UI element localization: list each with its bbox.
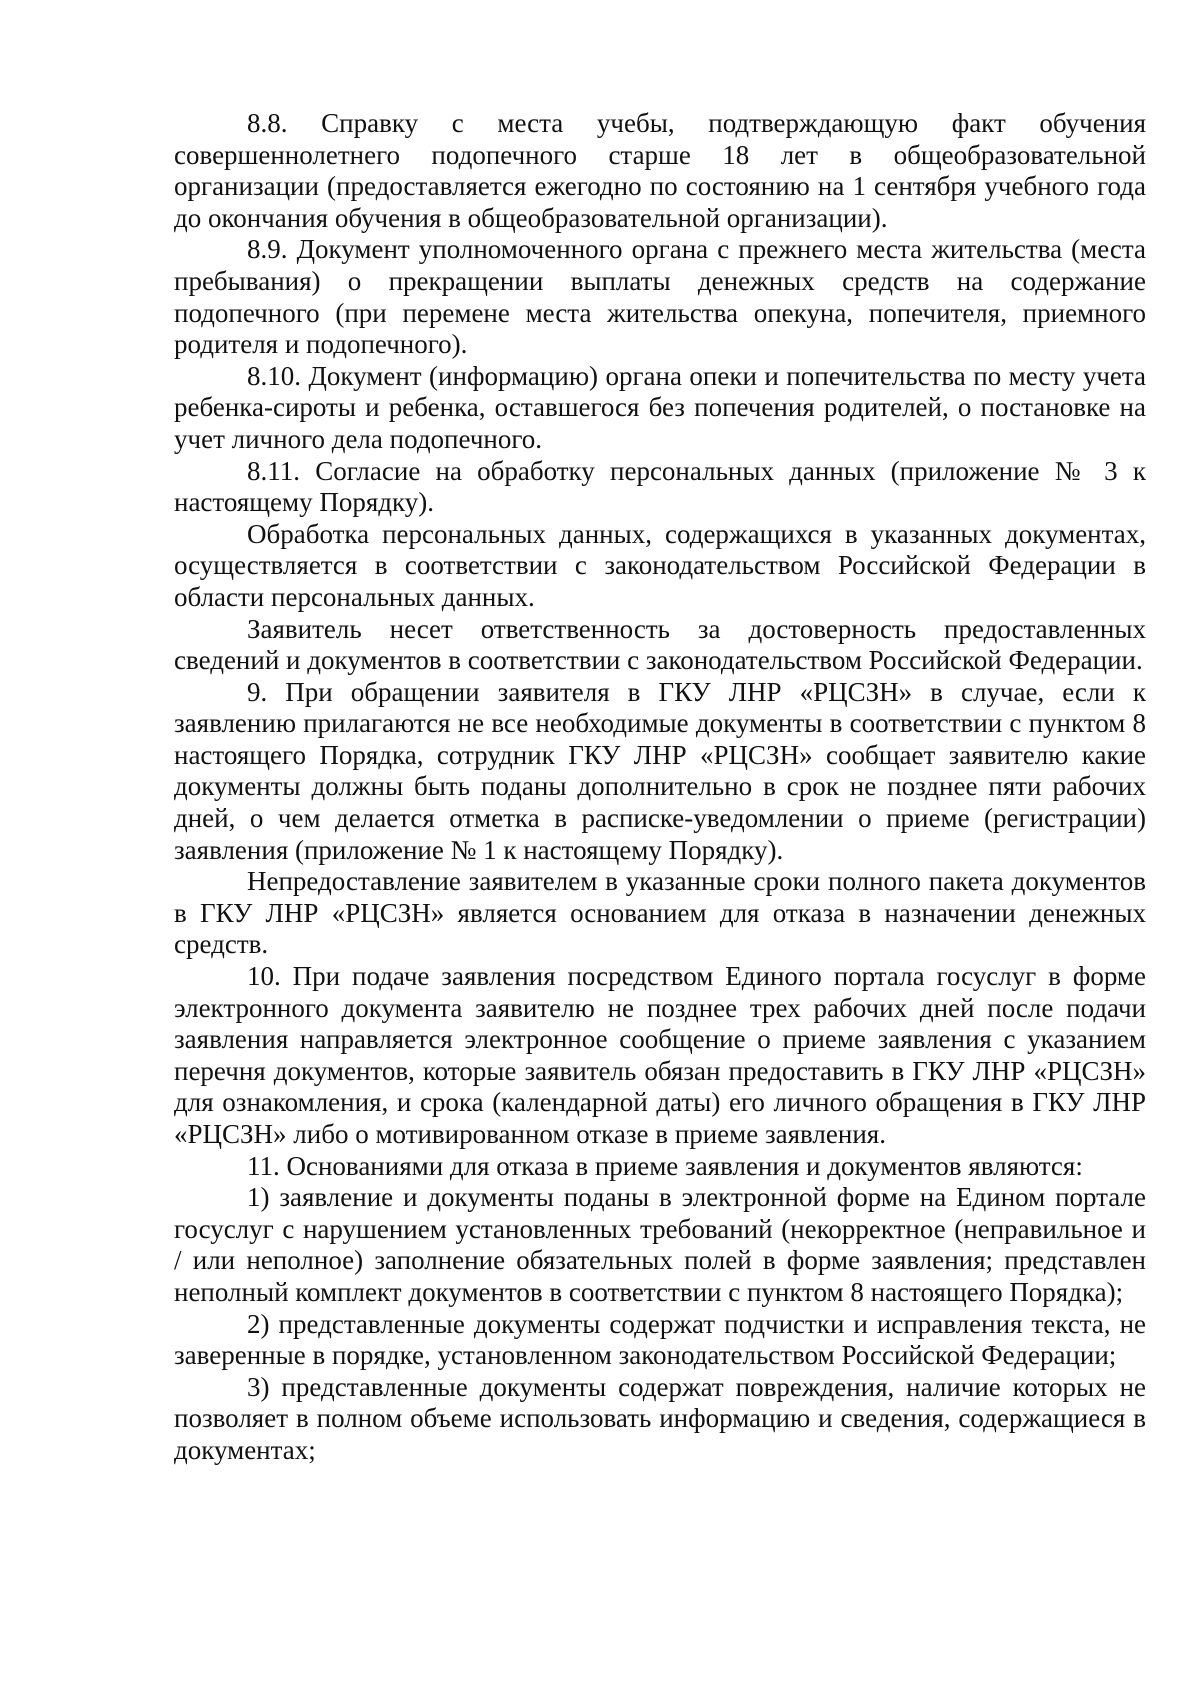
paragraph-8-8: 8.8. Справку с места учебы, подтверждающую факт обучения совершеннолетнего подопечного старше 18 лет в общеобразовательной организации (предоставляется ежегодно по состоянию на 1 сентября учебного года до окончания обучения в общеобразовательной организации). <box>174 108 1146 233</box>
paragraph-8-11: 8.11. Согласие на обработку персональных данных (приложение № 3 к настоящему Порядку). <box>174 455 1146 518</box>
paragraph-11-item-1: 1) заявление и документы поданы в электронной форме на Едином портале госуслуг с нарушением установленных требований (некорректное (неправильное и / или неполное) заполнение обязательных полей в форме заявления; представлен неполный комплект документов в соответствии с пунктом 8 настоящего Порядка); <box>174 1182 1146 1307</box>
paragraph-non-submission: Непредоставление заявителем в указанные сроки полного пакета документов в ГКУ ЛНР «РЦСЗН» является основанием для отказа в назначении денежных средств. <box>174 866 1146 960</box>
paragraph-8-10: 8.10. Документ (информацию) органа опеки и попечительства по месту учета ребенка-сироты и ребенка, оставшегося без попечения родителей, о постановке на учет личного дела подопечного. <box>174 360 1146 454</box>
paragraph-8-9: 8.9. Документ уполномоченного органа с прежнего места жительства (места пребывания) о прекращении выплаты денежных средств на содержание подопечного (при перемене места жительства опекуна, попечителя, приемного родителя и подопечного). <box>174 234 1146 360</box>
paragraph-personal-data-processing: Обработка персональных данных, содержащихся в указанных документах, осуществляется в соответствии с законодательством Российской Федерации в области персональных данных. <box>174 518 1146 612</box>
paragraph-11: 11. Основаниями для отказа в приеме заявления и документов являются: <box>247 1150 1083 1181</box>
paragraph-9: 9. При обращении заявителя в ГКУ ЛНР «РЦСЗН» в случае, если к заявлению прилагаются не все необходимые документы в соответствии с пунктом 8 настоящего Порядка, сотрудник ГКУ ЛНР «РЦСЗН» сообщает заявителю какие документы должны быть поданы дополнительно в срок не позднее пяти рабочих дней, о чем делается отметка в расписке-уведомлении о приеме (регистрации) заявления (приложение № 1 к настоящему Порядку). <box>174 676 1146 865</box>
paragraph-11-item-2: 2) представленные документы содержат подчистки и исправления текста, не заверенные в порядке, установленном законодательством Российской Федерации; <box>174 1308 1146 1371</box>
paragraph-applicant-responsibility: Заявитель несет ответственность за достоверность предоставленных сведений и документов в соответствии с законодательством Российской Федерации. <box>174 613 1146 676</box>
paragraph-10: 10. При подаче заявления посредством Единого портала госуслуг в форме электронного документа заявителю не позднее трех рабочих дней после подачи заявления направляется электронное сообщение о приеме заявления с указанием перечня документов, которые заявитель обязан предоставить в ГКУ ЛНР «РЦСЗН» для ознакомления, и срока (календарной даты) его личного обращения в ГКУ ЛНР «РЦСЗН» либо о мотивированном отказе в приеме заявления. <box>174 961 1146 1149</box>
document-page <box>174 108 1146 1467</box>
paragraph-11-item-3: 3) представленные документы содержат повреждения, наличие которых не позволяет в полном объеме использовать информацию и сведения, содержащиеся в документах; <box>174 1371 1146 1465</box>
